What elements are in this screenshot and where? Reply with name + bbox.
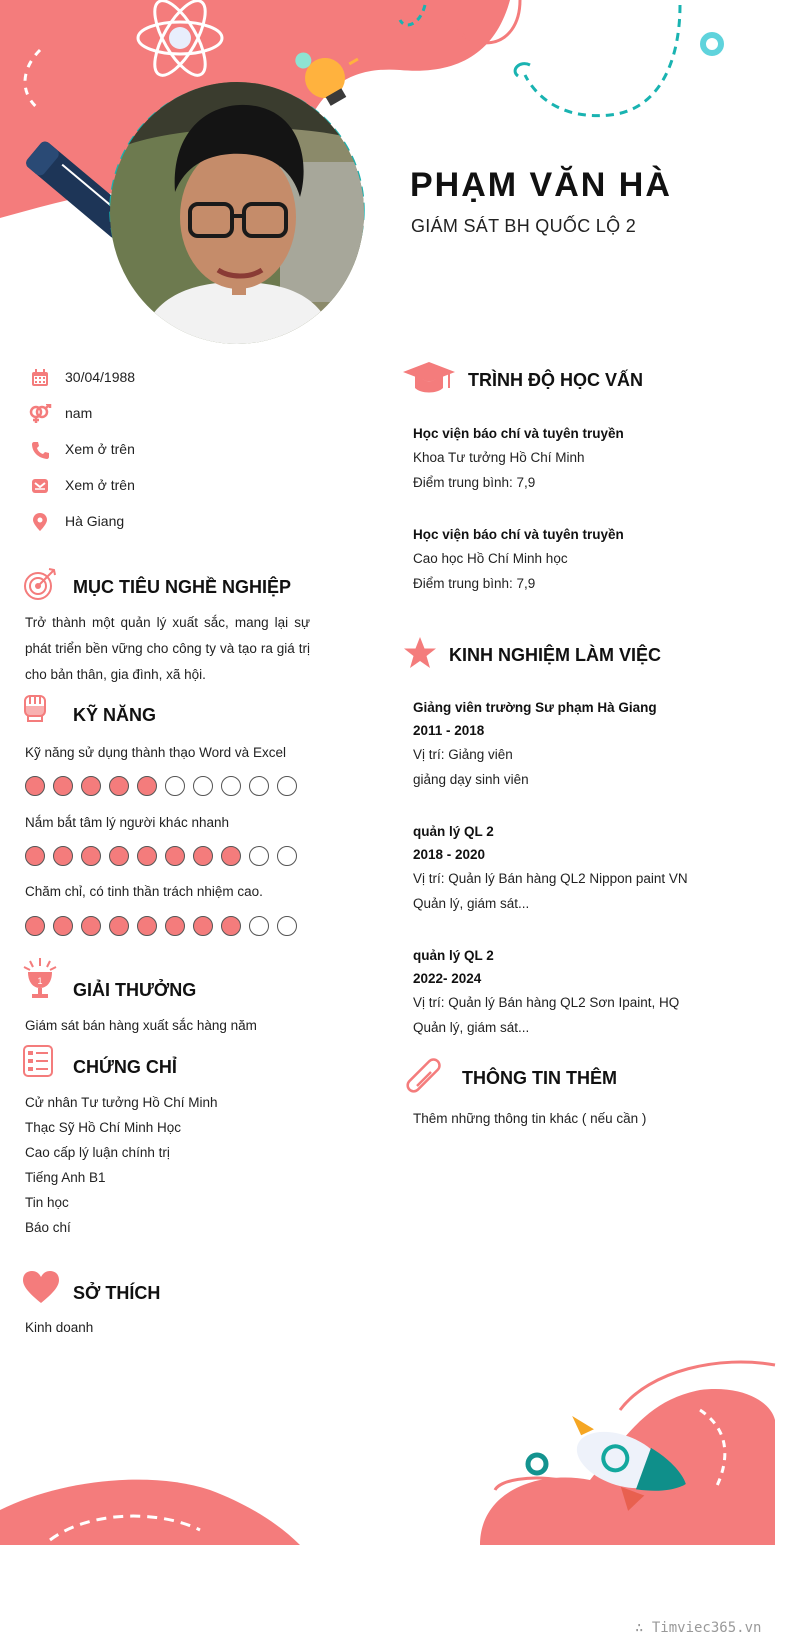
star-icon [403,636,437,670]
contact-email [28,474,135,498]
fist-icon [22,690,48,722]
experience-period: 2011 - 2018 [413,723,485,738]
certificate-item: Tin học [25,1195,69,1210]
target-icon [22,566,58,602]
watermark: ∴ Timviec365.vn [635,1620,762,1636]
rating-dot-filled [165,846,185,866]
awards-heading: GIẢI THƯỞNG [73,980,197,1000]
rating-dot-filled [25,846,45,866]
phone-value: Xem ở trên [65,441,135,457]
certificate-item: Cao cấp lý luận chính trị [25,1145,170,1160]
phone-icon [28,438,52,462]
hobby-item: Kinh doanh [25,1320,94,1335]
birthdate-value: 30/04/1988 [65,369,136,385]
rating-dot-filled [137,776,157,796]
skill-name: Chăm chỉ, có tinh thần trách nhiệm cao. [25,884,263,899]
rating-dot-empty [277,916,297,936]
hobbies-heading: SỞ THÍCH [73,1283,161,1303]
rating-dot-filled [137,916,157,936]
rating-dot-empty [249,846,269,866]
rating-dot-filled [53,916,73,936]
contact-address [28,510,125,534]
rating-dot-filled [221,916,241,936]
rating-dot-empty [277,776,297,796]
certificate-item: Cử nhân Tư tưởng Hồ Chí Minh [25,1095,218,1110]
experience-company: quản lý QL 2 [413,948,494,963]
education-gpa: Điểm trung bình: 7,9 [413,475,536,490]
contact-phone [28,438,135,462]
footer-decoration [0,1340,800,1649]
contact-gender [28,402,93,426]
rating-dot-empty [165,776,185,796]
email-icon [28,474,52,498]
additional-text: Thêm những thông tin khác ( nếu cần ) [413,1111,647,1126]
rating-dot-empty [193,776,213,796]
graduation-cap-icon [403,360,455,396]
svg-text:1: 1 [37,976,43,986]
calendar-icon [28,366,52,390]
rating-dot-filled [193,916,213,936]
experience-position: Vị trí: Giảng viên [413,747,513,762]
rating-dot-filled [109,846,129,866]
email-value: Xem ở trên [65,477,135,493]
experience-heading: KINH NGHIỆM LÀM VIỆC [449,645,662,665]
experience-period: 2022- 2024 [413,971,482,986]
experience-position: Vị trí: Quản lý Bán hàng QL2 Nippon paint VN [413,871,688,886]
rating-dot-filled [81,776,101,796]
skill-name: Nắm bắt tâm lý người khác nhanh [25,815,229,830]
education-school: Học viện báo chí và tuyên truyền [413,426,624,441]
experience-company: Giảng viên trường Sư phạm Hà Giang [413,700,657,715]
education-major: Cao học Hồ Chí Minh học [413,551,568,566]
education-major: Khoa Tư tưởng Hồ Chí Minh [413,450,585,465]
rating-dot-filled [53,776,73,796]
checklist-icon [22,1044,54,1078]
paperclip-icon [405,1058,449,1098]
experience-position: Vị trí: Quản lý Bán hàng QL2 Sơn Ipaint, HQ [413,995,680,1010]
experience-company: quản lý QL 2 [413,824,494,839]
gender-value: nam [65,405,93,421]
rating-dot-filled [25,776,45,796]
experience-description: Quản lý, giám sát... [413,896,530,911]
award-item: Giám sát bán hàng xuất sắc hàng năm [25,1018,257,1033]
skills-heading: KỸ NĂNG [73,705,157,725]
skill-rating [25,776,297,798]
skill-rating [25,916,297,938]
rating-dot-filled [81,916,101,936]
rating-dot-empty [221,776,241,796]
skill-rating [25,846,297,868]
rating-dot-filled [109,776,129,796]
certificates-heading: CHỨNG CHỈ [73,1057,177,1077]
rating-dot-empty [277,846,297,866]
rating-dot-empty [249,776,269,796]
rating-dot-filled [53,846,73,866]
rating-dot-filled [221,846,241,866]
additional-heading: THÔNG TIN THÊM [462,1068,617,1088]
certificate-item: Báo chí [25,1220,71,1235]
education-school: Học viện báo chí và tuyên truyền [413,527,624,542]
education-gpa: Điểm trung bình: 7,9 [413,576,536,591]
education-heading: TRÌNH ĐỘ HỌC VẤN [468,370,643,390]
job-title: GIÁM SÁT BH QUỐC LỘ 2 [411,216,637,236]
rating-dot-filled [25,916,45,936]
avatar [110,82,364,344]
experience-description: Quản lý, giám sát... [413,1020,530,1035]
experience-period: 2018 - 2020 [413,847,486,862]
trophy-icon [22,958,58,1000]
objective-heading: MỤC TIÊU NGHỀ NGHIỆP [73,577,292,597]
location-pin-icon [28,510,52,534]
rating-dot-filled [137,846,157,866]
experience-description: giảng dạy sinh viên [413,772,529,787]
rating-dot-filled [165,916,185,936]
rating-dot-empty [249,916,269,936]
certificate-item: Tiếng Anh B1 [25,1170,106,1185]
address-value: Hà Giang [65,513,125,529]
candidate-name: PHẠM VĂN HÀ [410,166,672,204]
contact-birthdate [28,366,136,390]
heart-icon [22,1270,60,1304]
rating-dot-filled [109,916,129,936]
certificate-item: Thạc Sỹ Hồ Chí Minh Học [25,1120,182,1135]
gender-icon [28,402,52,426]
rating-dot-filled [193,846,213,866]
rating-dot-filled [81,846,101,866]
objective-text: Trở thành một quản lý xuất sắc, mang lại sự phát triển bền vững cho công ty và tạo ra giá trị cho bản thân, gia đình, xã hội. [25,615,310,682]
skill-name: Kỹ năng sử dụng thành thạo Word và Excel [25,745,286,760]
